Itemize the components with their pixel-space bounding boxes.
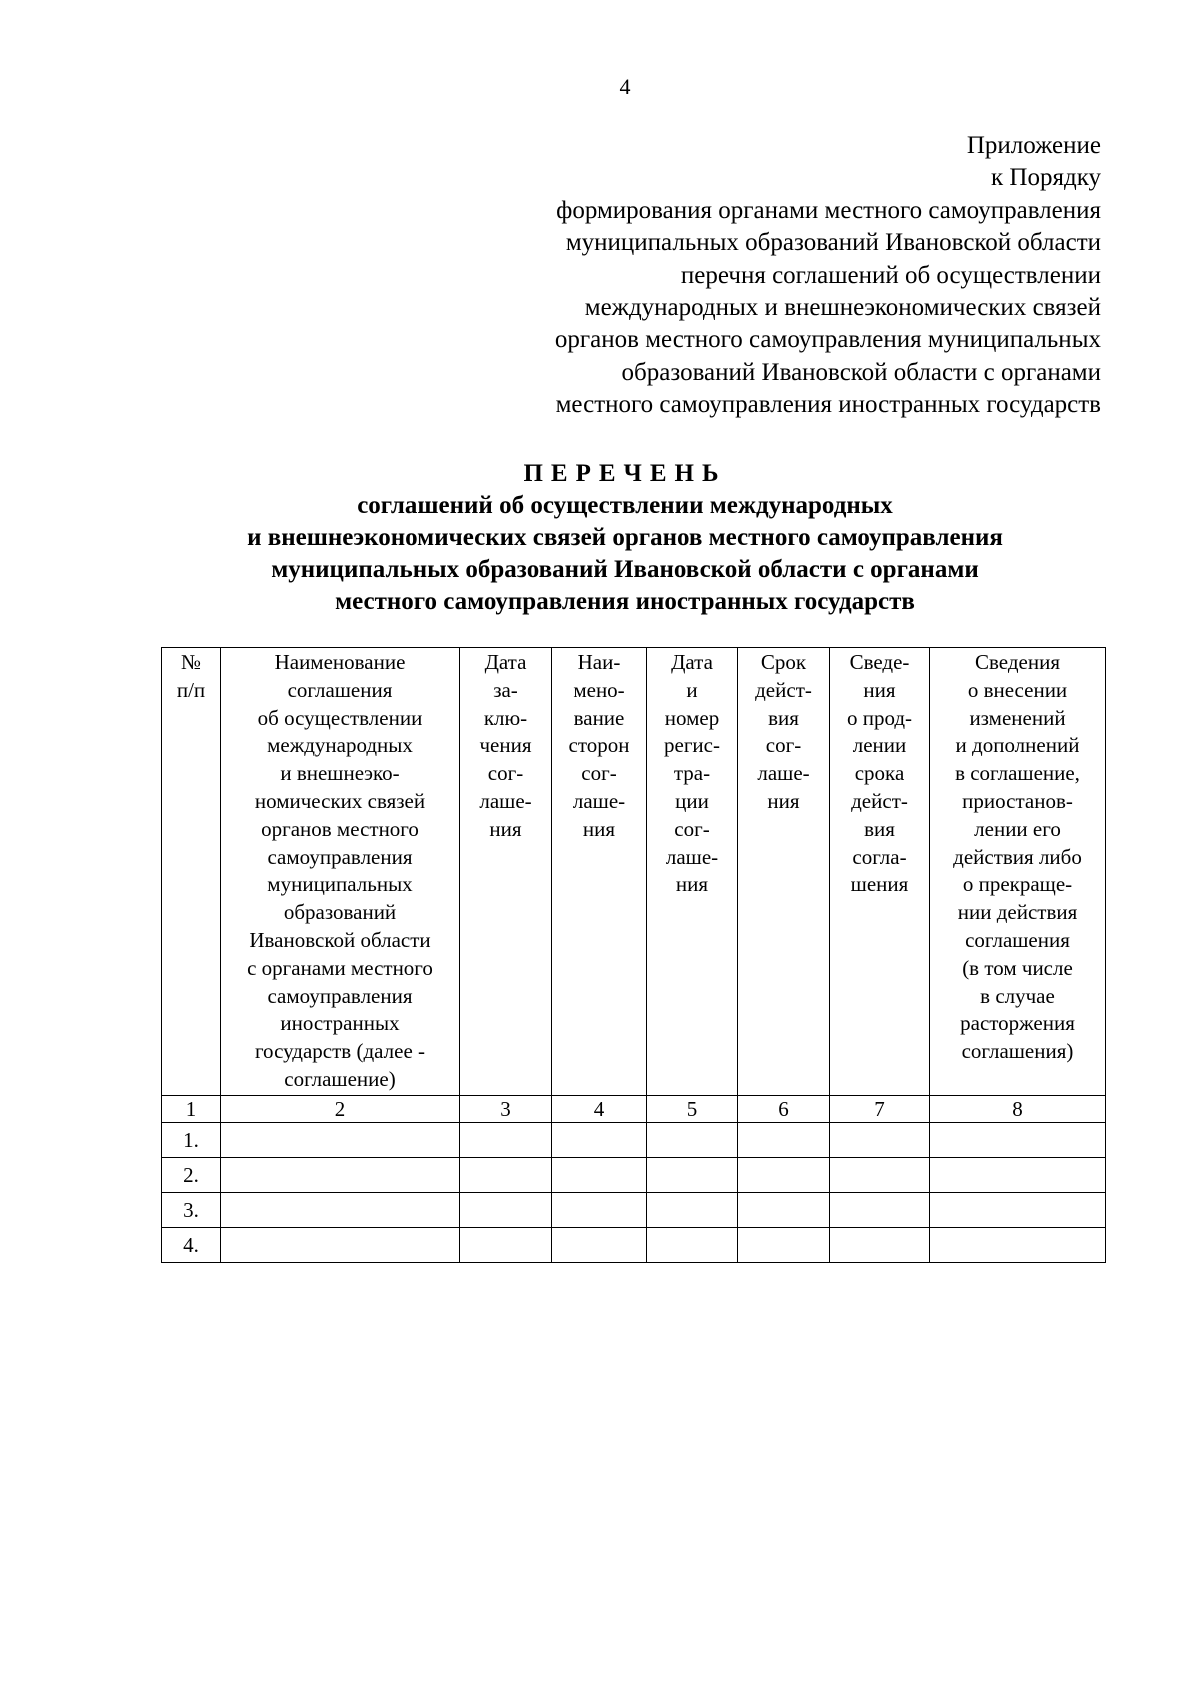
agreements-table bbox=[161, 647, 1106, 1263]
table-cell bbox=[460, 1192, 552, 1227]
header-cell-conclusion-date: Дата за- клю- чения сог- лаше- ния bbox=[460, 648, 552, 1096]
header-cell-agreement-name: Наименование соглашения об осуществлении международных и внешнеэко- номических связей органов местного самоуправления муниципальных образований Ивановской области с органами местного самоуправления иностранных государств (далее - соглашение) bbox=[221, 648, 460, 1096]
appendix-line: Приложение bbox=[966, 132, 1101, 159]
table-cell bbox=[738, 1122, 830, 1157]
title-line: местного самоуправления иностранных государств bbox=[335, 588, 915, 615]
appendix-line: местного самоуправления иностранных государств bbox=[555, 391, 1101, 419]
row-number: 4. bbox=[162, 1227, 221, 1262]
appendix-block bbox=[401, 130, 1101, 422]
column-number: 8 bbox=[930, 1095, 1106, 1122]
table-cell bbox=[930, 1157, 1106, 1192]
column-number: 1 bbox=[162, 1095, 221, 1122]
column-number-row bbox=[162, 1095, 1106, 1122]
header-cell-term: Срок дейст- вия сог- лаше- ния bbox=[738, 648, 830, 1096]
column-number: 5 bbox=[647, 1095, 738, 1122]
table-cell bbox=[221, 1227, 460, 1262]
table-row bbox=[162, 1157, 1106, 1192]
title-line: муниципальных образований Ивановской области с органами bbox=[271, 556, 979, 583]
table-cell bbox=[830, 1157, 930, 1192]
table-cell bbox=[738, 1157, 830, 1192]
header-cell-parties: Наи- мено- вание сторон сог- лаше- ния bbox=[552, 648, 647, 1096]
appendix-line: образований Ивановской области с органами bbox=[621, 358, 1101, 386]
table-cell bbox=[647, 1122, 738, 1157]
header-cell-changes: Сведения о внесении изменений и дополнений в соглашение, приостанов- лении его действия либо о прекраще- нии действия соглашения (в том числе в случае расторжения соглашения) bbox=[930, 648, 1106, 1096]
table-cell bbox=[930, 1227, 1106, 1262]
table-cell bbox=[460, 1122, 552, 1157]
column-number: 3 bbox=[460, 1095, 552, 1122]
column-number: 2 bbox=[221, 1095, 460, 1122]
column-number: 6 bbox=[738, 1095, 830, 1122]
table-cell bbox=[460, 1227, 552, 1262]
table-cell bbox=[830, 1122, 930, 1157]
title-line: соглашений об осуществлении международных bbox=[357, 492, 893, 519]
appendix-line: муниципальных образований Ивановской области bbox=[565, 229, 1101, 257]
column-number: 7 bbox=[830, 1095, 930, 1122]
page-number: 4 bbox=[619, 74, 631, 99]
header-cell-registration: Дата и номер регис- тра- ции сог- лаше- ния bbox=[647, 648, 738, 1096]
table-cell bbox=[552, 1122, 647, 1157]
appendix-line: к Порядку bbox=[991, 164, 1101, 192]
appendix-line: органов местного самоуправления муниципальных bbox=[554, 326, 1101, 354]
header-row bbox=[162, 648, 1106, 1096]
table-cell bbox=[738, 1192, 830, 1227]
table-cell bbox=[221, 1192, 460, 1227]
table-cell bbox=[647, 1227, 738, 1262]
table-cell bbox=[830, 1192, 930, 1227]
header-cell-extension: Сведе- ния о прод- лении срока дейст- вия согла- шения bbox=[830, 648, 930, 1096]
table-cell bbox=[647, 1157, 738, 1192]
table-cell bbox=[221, 1122, 460, 1157]
table-row bbox=[162, 1192, 1106, 1227]
title-heading: ПЕРЕЧЕНЬ bbox=[523, 460, 727, 487]
appendix-line: перечня соглашений об осуществлении bbox=[680, 261, 1101, 289]
table-row bbox=[162, 1122, 1106, 1157]
table-cell bbox=[930, 1122, 1106, 1157]
table-cell bbox=[460, 1157, 552, 1192]
title-line: и внешнеэкономических связей органов местного самоуправления bbox=[247, 524, 1003, 551]
appendix-line: формирования органами местного самоуправления bbox=[556, 196, 1101, 224]
table-cell bbox=[552, 1157, 647, 1192]
row-number: 1. bbox=[162, 1122, 221, 1157]
appendix-line: международных и внешнеэкономических связей bbox=[584, 294, 1101, 322]
table-cell bbox=[221, 1157, 460, 1192]
header-cell-number: № п/п bbox=[162, 648, 221, 1096]
table-cell bbox=[830, 1227, 930, 1262]
table-cell bbox=[647, 1192, 738, 1227]
document-title bbox=[0, 458, 1200, 618]
column-number: 4 bbox=[552, 1095, 647, 1122]
row-number: 2. bbox=[162, 1157, 221, 1192]
row-number: 3. bbox=[162, 1192, 221, 1227]
table-cell bbox=[738, 1227, 830, 1262]
table-cell bbox=[552, 1192, 647, 1227]
table-row bbox=[162, 1227, 1106, 1262]
table-cell bbox=[930, 1192, 1106, 1227]
table-cell bbox=[552, 1227, 647, 1262]
